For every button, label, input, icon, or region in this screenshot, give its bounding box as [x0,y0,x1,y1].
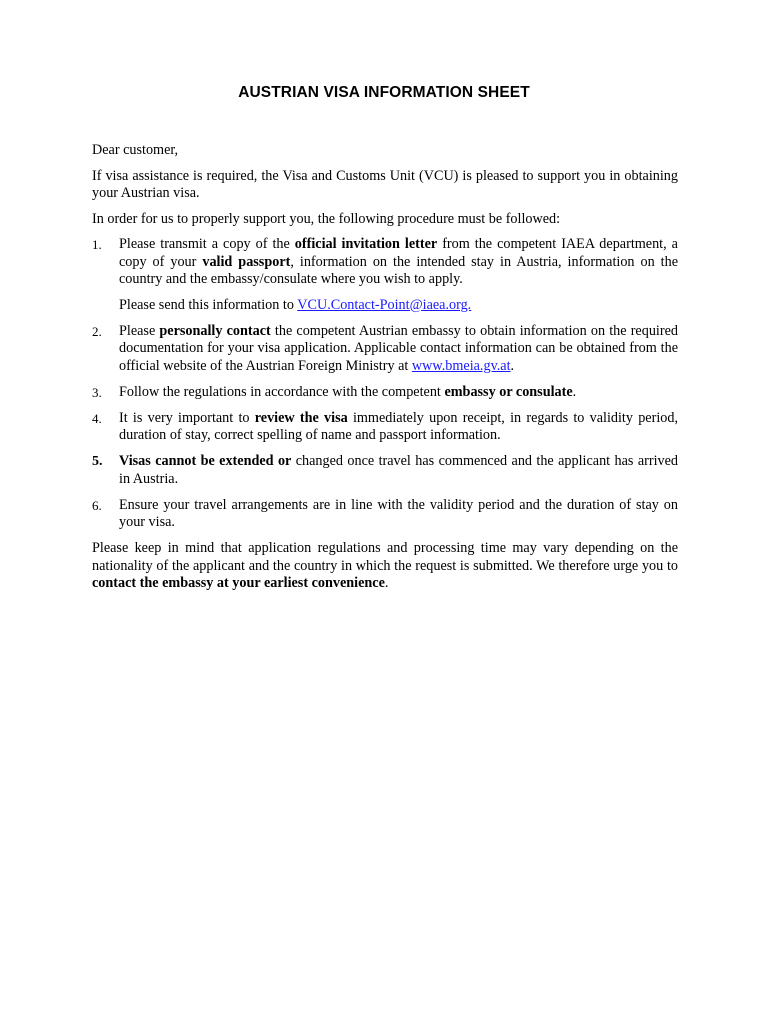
item-bold-text: review the visa [254,409,348,426]
list-number: 5. [92,454,103,469]
item-bold-text: official invitation letter [294,236,438,252]
item-text: , information on the intended stay in Austria, information on the country and the embassy/consulate where you wish to apply. [119,253,678,287]
intro-paragraph: If visa assistance is required, the Visa and Customs Unit (VCU) is pleased to support you in obtaining your Austrian visa. [92,167,678,201]
item-text: It is very important to [119,409,255,426]
page-title: AUSTRIAN VISA INFORMATION SHEET [238,84,530,101]
list-number: 4. [92,410,102,426]
list-item-6 [92,497,678,532]
list-item-3 [92,384,678,402]
closing-paragraph [92,540,678,593]
item-bold-text: Visas cannot be extended or [119,453,292,469]
item-bold-text: valid passport [202,253,291,270]
item-text: from the competent IAEA department, a copy of your [119,236,678,270]
item-text: Please [119,322,160,339]
item-text: . [572,383,577,400]
website-link[interactable]: www.bmeia.gv.at [411,357,511,374]
item-text: Please transmit a copy of the [119,236,295,252]
closing-text: Please keep in mind that application regulations and processing time may vary depending on the nationality of the applicant and the country in which the request is submitted. We therefore urge you to [92,540,678,574]
item-bold-text: personally contact [159,322,271,339]
item-text: immediately upon receipt, in regards to validity period, duration of stay, correct spelling of name and passport information. [119,409,678,443]
list-number: 3. [92,384,102,400]
email-link[interactable]: VCU.Contact-Point@iaea.org. [297,296,472,313]
list-item-2 [92,323,678,376]
item-text: Ensure your travel arrangements are in line with the validity period and the duration of stay on your visa. [119,496,678,530]
item-sub-paragraph [119,297,678,315]
item-text: the competent Austrian embassy to obtain information on the required documentation for your visa application. Applicable contact information can be obtained from the official website of the Austrian Foreign Ministry at [119,322,678,374]
list-item-4 [92,410,678,445]
item-text: Follow the regulations in accordance with the competent [119,383,445,400]
salutation: Dear customer, [92,142,179,158]
item-text: changed once travel has commenced and the applicant has arrived in Austria. [119,453,679,487]
list-item-5 [92,453,678,488]
item-text: Please send this information to [119,296,298,313]
document-body [92,142,678,601]
list-number: 2. [92,323,102,339]
list-item-1 [92,236,678,314]
procedure-intro: In order for us to properly support you, the following procedure must be followed: [92,210,561,227]
item-bold-text: embassy or consulate [444,383,573,400]
closing-text: . [384,575,389,591]
list-number: 6. [92,497,102,513]
list-number: 1. [92,237,102,252]
item-text: . [510,357,515,374]
closing-bold-text: contact the embassy at your earliest convenience [92,575,385,591]
